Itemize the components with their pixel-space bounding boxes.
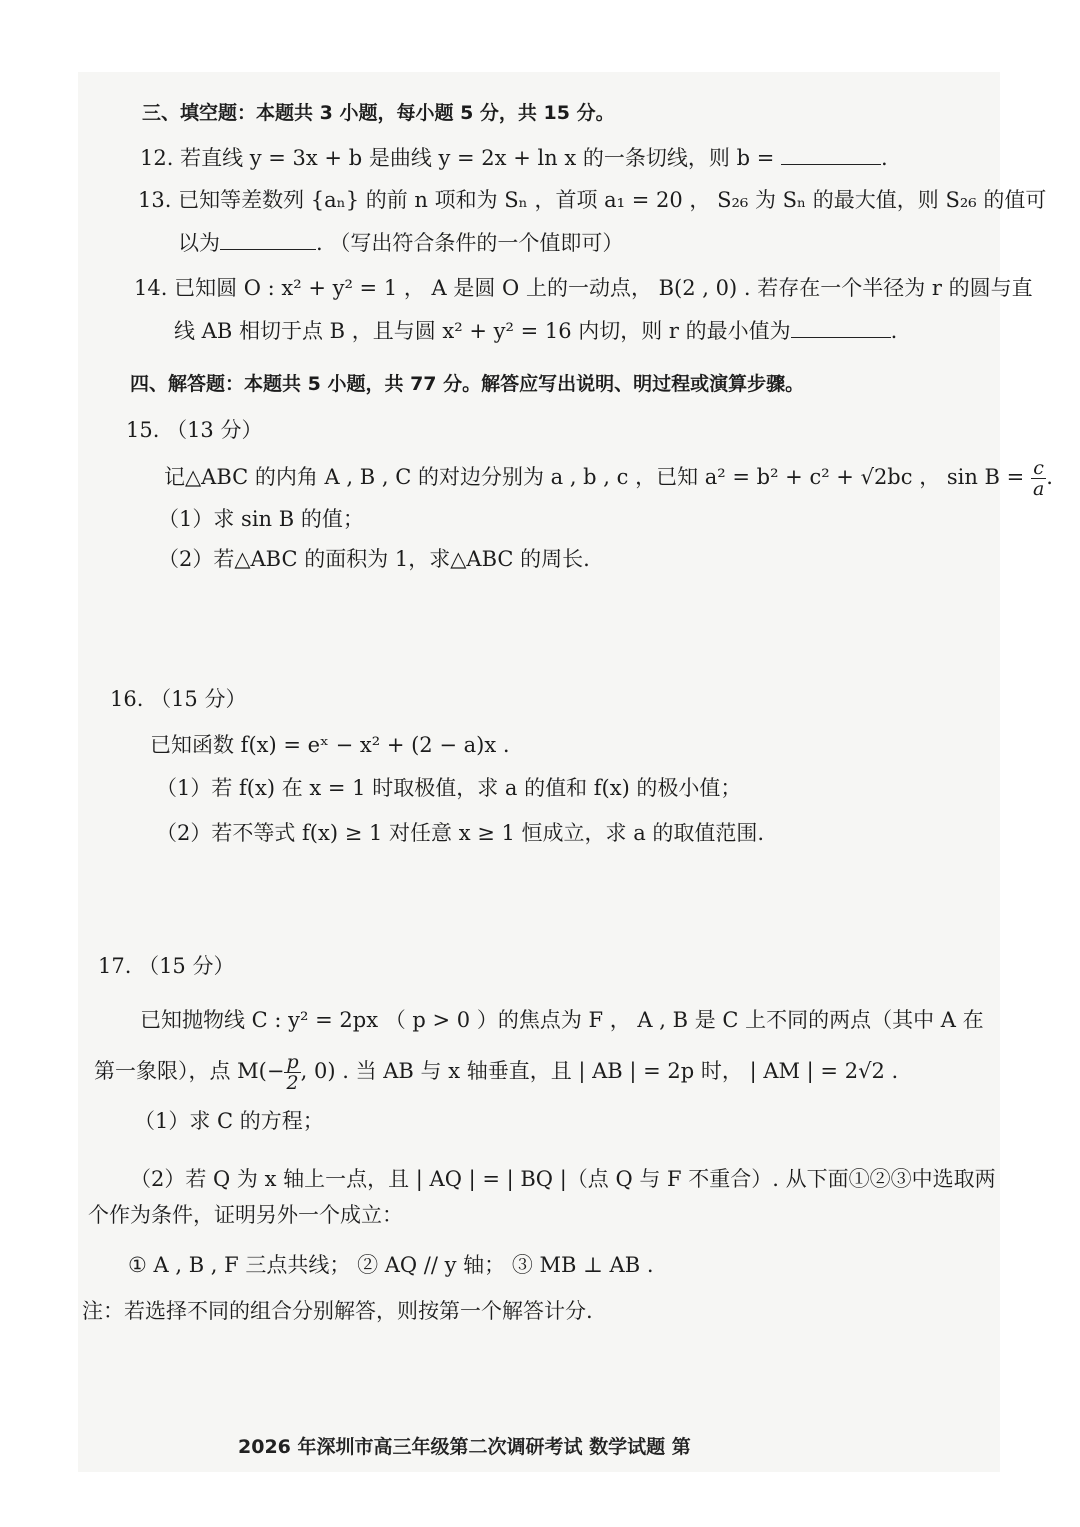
fraction-numerator: p bbox=[286, 1051, 299, 1073]
question-15-stem-text: 记△ABC 的内角 A , B , C 的对边分别为 a , b , c ，已知 a² = b² + c² + √2bc ， sin B = bbox=[164, 465, 1025, 489]
question-14-line-2 bbox=[174, 316, 897, 346]
question-14-line-1: 14. 已知圆 O : x² + y² = 1 ， A 是圆 O 上的一动点， B(2 , 0) . 若存在一个半径为 r 的圆与直 bbox=[134, 276, 1033, 300]
fraction-denominator: a bbox=[1032, 478, 1045, 500]
page-footer: 2026 年深圳市高三年级第二次调研考试 数学试题 第 bbox=[238, 1436, 691, 1458]
section-4-header: 四、解答题：本题共 5 小题，共 77 分。解答应写出说明、明过程或演算步骤。 bbox=[130, 373, 805, 395]
question-16-part-2: （2）若不等式 f(x) ≥ 1 对任意 x ≥ 1 恒成立，求 a 的取值范围. bbox=[156, 821, 765, 845]
question-17-line-2-end: , 0) . 当 AB 与 x 轴垂直，且 | AB | = 2p 时， | AM | = 2√2 . bbox=[300, 1059, 899, 1083]
question-14-answer-blank[interactable] bbox=[791, 317, 891, 338]
question-17-line-2-start: 第一象限），点 M(− bbox=[94, 1059, 285, 1083]
fraction-p-over-2 bbox=[284, 1052, 300, 1093]
question-13-answer-blank[interactable] bbox=[220, 229, 316, 250]
question-17-conditions: ① A , B , F 三点共线； ② AQ // y 轴； ③ MB ⊥ AB . bbox=[128, 1253, 654, 1277]
fraction-denominator: 2 bbox=[286, 1072, 299, 1094]
question-16-title: 16. （15 分） bbox=[110, 687, 247, 711]
fraction-c-over-a bbox=[1031, 458, 1046, 499]
question-15-stem-end: . bbox=[1046, 465, 1053, 489]
question-14-line-2-end: . bbox=[890, 319, 898, 343]
question-15-part-2: （2）若△ABC 的面积为 1，求△ABC 的周长. bbox=[158, 547, 590, 571]
question-15-part-1: （1）求 sin B 的值； bbox=[158, 507, 364, 531]
section-3-header: 三、填空题：本题共 3 小题，每小题 5 分，共 15 分。 bbox=[142, 102, 615, 124]
fraction-numerator: c bbox=[1031, 458, 1046, 479]
question-12-answer-blank[interactable] bbox=[781, 144, 881, 165]
question-12-text: 12. 若直线 y = 3x + b 是曲线 y = 2x + ln x 的一条切线，则 b = bbox=[140, 146, 775, 170]
question-17-part-2-line-2: 个作为条件，证明另外一个成立： bbox=[88, 1203, 403, 1227]
question-17-note: 注：若选择不同的组合分别解答，则按第一个解答计分. bbox=[82, 1299, 593, 1323]
question-17-part-2-line-1: （2）若 Q 为 x 轴上一点，且 | AQ | = | BQ |（点 Q 与 F 不重合）. 从下面①②③中选取两 bbox=[130, 1167, 996, 1191]
question-17-line-2 bbox=[94, 1052, 898, 1093]
question-15-title: 15. （13 分） bbox=[126, 418, 263, 442]
question-13-line-2 bbox=[178, 228, 623, 258]
question-16-part-1: （1）若 f(x) 在 x = 1 时取极值，求 a 的值和 f(x) 的极小值； bbox=[156, 776, 742, 800]
question-16-stem: 已知函数 f(x) = eˣ − x² + (2 − a)x . bbox=[150, 733, 510, 757]
question-17-part-1: （1）求 C 的方程； bbox=[134, 1109, 324, 1133]
question-13-line-2-end: . （写出符合条件的一个值即可） bbox=[316, 231, 624, 255]
question-13-line-1: 13. 已知等差数列 {aₙ} 的前 n 项和为 Sₙ ，首项 a₁ = 20 ， S₂₆ 为 Sₙ 的最大值，则 S₂₆ 的值可 bbox=[138, 188, 1047, 212]
question-12 bbox=[140, 143, 888, 173]
question-12-end: . bbox=[880, 146, 888, 170]
question-15-stem bbox=[164, 458, 1053, 499]
question-14-line-2-start: 线 AB 相切于点 B ，且与圆 x² + y² = 16 内切，则 r 的最小值为 bbox=[174, 319, 791, 343]
question-17-title: 17. （15 分） bbox=[98, 954, 235, 978]
question-17-line-1: 已知抛物线 C : y² = 2px （ p > 0 ）的焦点为 F ， A , B 是 C 上不同的两点（其中 A 在 bbox=[140, 1008, 984, 1032]
question-13-line-2-start: 以为 bbox=[178, 231, 220, 255]
